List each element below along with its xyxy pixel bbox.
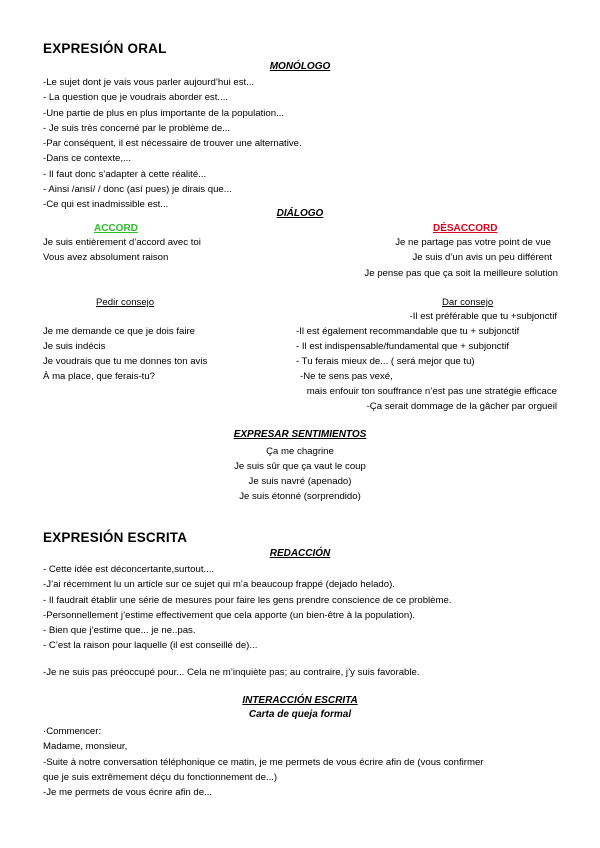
heading-dar-consejo: Dar consejo — [442, 297, 494, 308]
accord-item: Je suis entièrement d’accord avec toi — [43, 237, 201, 248]
desaccord-item: Je ne partage pas votre point de vue — [395, 237, 551, 248]
interaccion-list — [43, 724, 483, 800]
list-item: Madame, monsieur, — [43, 741, 128, 753]
list-item: que je suis extrêmement déçu du fonctionnement de...) — [43, 771, 278, 783]
list-item: -Dans ce contexte,... — [43, 153, 131, 165]
list-item: Je suis navré (apenado) — [248, 476, 352, 487]
list-item: - Ainsi /ansí/ / donc (así pues) je dirais que... — [43, 184, 232, 196]
list-item: Je suis sûr que ça vaut le coup — [234, 461, 366, 472]
dar-item: - Il est indispensable/fundamental que + subjonctif — [296, 341, 510, 352]
heading-monologo: MONÓLOGO — [269, 61, 331, 72]
list-item: Ça me chagrine — [266, 446, 334, 457]
desaccord-item: Je suis d’un avis un peu différent — [412, 252, 552, 263]
redaccion-extra: -Je ne suis pas préoccupé pour... Cela ne m’inquiète pas; au contraire, j’y suis favorable. — [43, 667, 420, 678]
dar-item: -Ça serait dommage de la gâcher par orgueil — [366, 401, 557, 412]
section-title-oral: EXPRESIÓN ORAL — [43, 41, 167, 56]
heading-desaccord: DÉSACCORD — [433, 223, 498, 234]
list-item: - Il faut donc s’adapter à cette réalité... — [43, 168, 207, 180]
dar-item: mais enfouir ton souffrance n’est pas une stratégie efficace — [306, 386, 557, 397]
heading-accord: ACCORD — [94, 223, 138, 234]
list-item: ·Commencer: — [43, 726, 102, 737]
list-item: -J’ai récemment lu un article sur ce sujet qui m’a beaucoup frappé (dejado helado). — [43, 579, 395, 591]
pedir-item: Je voudrais que tu me donnes ton avis — [43, 356, 208, 367]
list-item: - Je suis très concerné par le problème de... — [43, 122, 231, 134]
dar-item: -Ne te sens pas vexé, — [300, 371, 393, 382]
list-item: - C’est la raison pour laquelle (il est conseillé de)... — [43, 640, 258, 652]
section-title-escrita: EXPRESIÓN ESCRITA — [43, 530, 188, 545]
list-item: -Personnellement j’estime effectivement que cela apporte (un bien-être à la population). — [43, 609, 416, 621]
heading-pedir-consejo: Pedir consejo — [96, 297, 155, 308]
list-item: -Je me permets de vous écrire afin de... — [43, 787, 213, 799]
dar-item: -Il est préférable que tu +subjonctif — [409, 311, 557, 322]
list-item: - Il faudrait établir une série de mesures pour faire les gens prendre conscience de ce problème. — [43, 594, 452, 606]
heading-sentimientos: EXPRESAR SENTIMIENTOS — [233, 429, 367, 440]
pedir-item: Je suis indécis — [43, 341, 106, 352]
dar-item: -Il est également recommandable que tu + subjonctif — [296, 326, 520, 337]
list-item: -Ce qui est inadmissible est... — [43, 199, 169, 211]
redaccion-list — [43, 562, 452, 654]
list-item: -Par conséquent, il est nécessaire de trouver une alternative. — [43, 138, 302, 150]
heading-dialogo: DIÁLOGO — [276, 208, 324, 219]
pedir-item: À ma place, que ferais-tu? — [43, 371, 155, 382]
list-item: Je suis étonné (sorprendido) — [239, 491, 361, 502]
dar-item: - Tu ferais mieux de... ( será mejor que tu) — [296, 356, 475, 367]
list-item: - Cette idée est déconcertante,surtout.... — [43, 564, 215, 575]
list-item: - Bien que j’estime que... je ne..pas. — [43, 625, 196, 637]
desaccord-item: Je pense pas que ça soit la meilleure solution — [364, 268, 558, 279]
accord-item: Vous avez absolument raison — [43, 252, 169, 263]
heading-redaccion: REDACCIÓN — [269, 548, 331, 559]
subheading-carta: Carta de queja formal — [248, 709, 352, 720]
list-item: -Le sujet dont je vais vous parler aujourd’hui est... — [43, 77, 255, 88]
pedir-item: Je me demande ce que je dois faire — [43, 326, 195, 337]
monologo-list — [43, 75, 302, 213]
sentimientos-list — [0, 444, 600, 504]
list-item: -Une partie de plus en plus importante de la population... — [43, 107, 285, 119]
heading-interaccion: INTERACCIÓN ESCRITA — [242, 695, 358, 706]
list-item: -Suite à notre conversation téléphonique ce matin, je me permets de vous écrire afin de (vous confirmer — [43, 756, 484, 768]
list-item: - La question que je voudrais aborder est.... — [43, 92, 229, 104]
